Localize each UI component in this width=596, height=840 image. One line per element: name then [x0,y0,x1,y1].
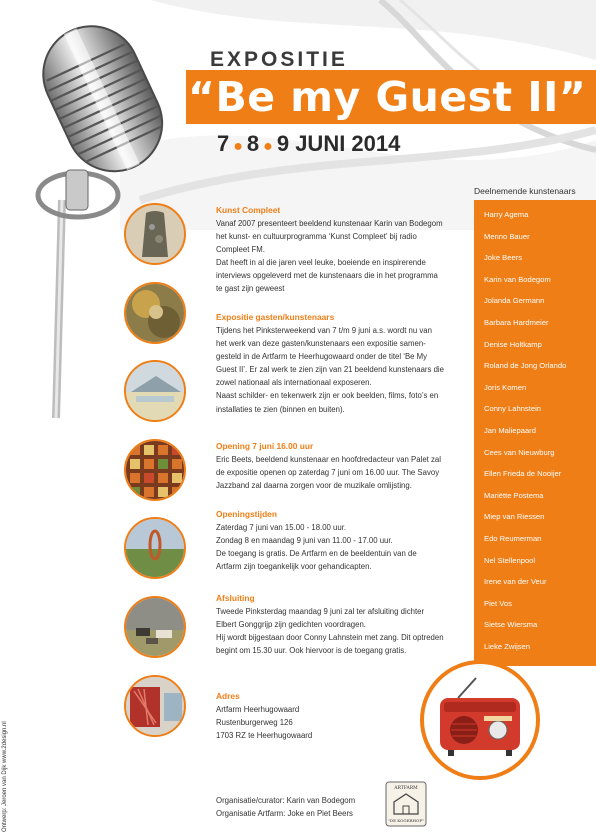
section-line: Elbert Gonggrijp zijn gedichten voordragen. [216,620,366,630]
artwork-thumbnail-landscape [124,360,186,422]
section-line: Rustenburgerweg 126 [216,718,293,728]
date-day-3: 9 JUNI 2014 [276,131,401,156]
artist-name: Conny Lahnstein [484,404,541,414]
section-line: 1703 RZ te Heerhugowaard [216,731,313,741]
section-line: Hij wordt bijgestaan door Conny Lahnstein met zang. Dit optreden [216,633,444,643]
section-line: Tijdens het Pinksterweekend van 7 t/m 9 juni a.s. wordt nu van [216,326,432,335]
section-line: Jazzband zal daarna zorgen voor de muzikale omlijsting. [216,481,412,491]
section-line: de expositie openen op zaterdag 7 juni om 16.00 uur. The Savoy [216,468,440,478]
section-heading: Opening 7 juni 16.00 uur [216,441,314,451]
section-line: Naast schilder- en tekenwerk zijn er ook beelden, films, foto’s en [216,391,439,401]
exposition-title: “Be my Guest II” [188,73,587,121]
section-heading: Kunst Compleet [216,205,281,215]
artist-name: Lieke Zwijsen [484,642,531,651]
section-expositie [216,311,468,416]
artwork-thumbnail-grid [124,439,186,501]
section-line: Compleet FM. [216,245,265,255]
section-line: zowel nationaal als internationaal exposeren. [216,378,372,388]
section-line: Vanaf 2007 presenteert beeldend kunstenaar Karin van Bodegom [216,219,443,228]
section-line: gesteld in de Artfarm te Heerhugowaard onder de titel ‘Be My [216,352,428,362]
artist-name: Cees van Nieuwburg [484,447,555,457]
artist-name: Jolanda Germann [484,296,545,306]
credit-curator: Organisatie/curator: Karin van Bodegom [216,796,356,805]
artist-name: Menno Bauer [484,231,530,241]
artist-name: Joke Beers [484,253,522,263]
section-line: Zaterdag 7 juni van 15.00 - 18.00 uur. [216,523,347,532]
logo-top-text: ARTFARM [394,786,418,791]
artist-name: Miep van Riessen [484,512,545,522]
section-line: De toegang is gratis. De Artfarm en de beeldentuin van de [216,549,417,559]
artists-heading: Deelnemende kunstenaars [474,186,576,196]
artist-name: Piet Vos [484,598,512,608]
artist-name: Jan Maliepaard [484,426,536,435]
artist-name: Harry Agema [484,210,529,219]
artist-name: Sietse Wiersma [484,620,538,630]
exposition-dates [217,131,400,157]
artist-name: Irene van der Veur [484,577,547,587]
date-day-1: 7 [217,131,230,156]
credit-artfarm: Organisatie Artfarm: Joke en Piet Beers [216,809,353,818]
section-heading: Afsluiting [216,593,255,603]
section-line: Guest II’. Er zal werk te zien zijn van 21 beeldend kunstenaars die [216,365,444,375]
section-line: begint om 15.30 uur. Ook hiervoor is de toegang gratis. [216,646,407,656]
artwork-thumbnail-painting [124,282,186,344]
logo-bottom-text: "DE KOGERHOF" [388,818,424,823]
artist-name: Barbara Hardmeier [484,318,549,327]
artwork-thumbnail-garden-sculpture [124,517,186,579]
artfarm-logo [384,780,428,828]
section-line: Artfarm Heerhugowaard [216,705,300,714]
section-line: Zondag 8 en maandag 9 juni van 11.00 - 17.00 uur. [216,536,393,546]
section-afsluiting [216,592,468,657]
artwork-thumbnail-installation [124,675,186,737]
section-line: interviews opgeleverd met de kunstenaars die in het programma [216,271,438,281]
artist-name: Edo Reumerman [484,534,542,543]
section-line: het kunst- en cultuurprogramma ‘Kunst Compleet’ bij radio [216,232,417,242]
section-line: installaties te zien (binnen en buiten). [216,404,345,414]
section-opening [216,440,468,492]
artist-name: Nel Stellenpool [484,555,536,565]
section-line: Artfarm zijn toegankelijk voor gehandicapten. [216,562,372,572]
artwork-thumbnail-sculpture [124,203,186,265]
date-day-2: 8 [246,131,260,156]
design-credit: Ontwerp: Jeroen van Dijk www.2design.nl [2,721,8,832]
section-line: Tweede Pinksterdag maandag 9 juni zal ter afsluiting dichter [216,607,425,616]
section-line: Dat heeft in al die jaren veel leuke, boeiende en inspirerende [216,258,426,268]
artist-name: Joris Komen [484,382,527,392]
section-line: Eric Beets, beeldend kunstenaar en hoofdredacteur van Palet zal [216,455,441,464]
section-heading: Adres [216,691,240,701]
exposition-label: EXPOSITIE [210,48,348,71]
section-openingstijden [216,508,468,573]
section-line: te gast zijn geweest [216,284,285,294]
section-line: het werk van deze gasten/kunstenaars een expositie samen- [216,339,426,349]
artist-name: Roland de Jong Orlando [484,361,567,371]
artist-name: Mariëtte Postema [484,490,544,500]
section-kunst-compleet [216,204,468,296]
artist-name: Ellen Frieda de Nooijer [484,469,562,479]
bullet-icon: ● [233,138,243,155]
section-heading: Openingstijden [216,509,277,519]
artist-name: Karin van Bodegom [484,274,551,284]
radio-illustration [418,658,542,782]
organisation-credits [216,794,355,820]
artwork-thumbnail-cows [124,596,186,658]
bullet-icon: ● [263,138,273,155]
artist-name: Denise Holtkamp [484,339,542,349]
section-heading: Expositie gasten/kunstenaars [216,312,335,322]
